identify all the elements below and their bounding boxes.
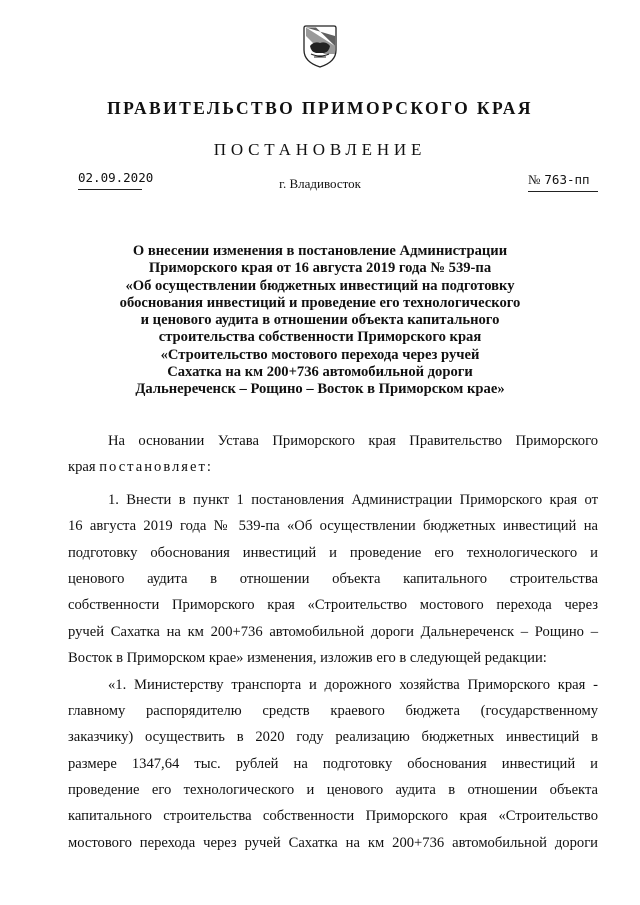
heading-line: Дальнереченск – Рощино – Восток в Приморском крае» [135, 381, 505, 398]
heading-line: «Об осуществлении бюджетных инвестиций на подготовку [125, 277, 515, 294]
heading-line: О внесении изменения в постановление Администрации [132, 243, 508, 259]
government-title: ПРАВИТЕЛЬСТВО ПРИМОРСКОГО КРАЯ [107, 98, 533, 118]
body-line: ручей Сахатка на км 200+736 автомобильной дороги Дальнереченск – Рощино – [68, 623, 598, 640]
heading-line: Сахатка на км 200+736 автомобильной дороги [167, 364, 473, 381]
body-line: собственности Приморского края «Строительство мостового перехода через [68, 597, 598, 614]
heading-line: строительства собственности Приморского края [158, 329, 482, 346]
decree-word: постановляет: [99, 459, 213, 476]
body-line: главному распорядителю средств краевого бюджета (государственному [68, 702, 598, 719]
body-line [68, 454, 598, 480]
heading-line: обоснования инвестиций и проведение его технологического [119, 294, 521, 311]
heading-line: «Строительство мостового перехода через ручей [160, 346, 480, 363]
body-line: заказчику) осуществить в 2020 году реализацию бюджетных инвестиций в [68, 729, 598, 746]
heading-line: и ценового аудита в отношении объекта капитального [140, 312, 500, 329]
document-heading [80, 243, 560, 399]
document-number [528, 172, 598, 192]
body-line: мостового перехода через ручей Сахатка на км 200+736 автомобильной дороги [68, 834, 598, 851]
body-line: 1. Внести в пункт 1 постановления Администрации Приморского края от [108, 491, 598, 508]
coat-of-arms-emblem [302, 24, 338, 68]
document-body [68, 428, 598, 856]
body-line: подготовку обоснования инвестиций и проведение его технологического и [68, 544, 598, 561]
body-line: ценового аудита в отношении объекта капитального строительства [68, 570, 598, 587]
body-line: 16 августа 2019 года № 539-па «Об осуществлении бюджетных инвестиций на [68, 518, 598, 535]
number-sign: № [528, 172, 541, 187]
heading-line: Приморского края от 16 августа 2019 года № 539-па [148, 260, 492, 277]
body-text: края [68, 459, 96, 476]
body-line: «1. Министерству транспорта и дорожного хозяйства Приморского края - [108, 676, 598, 693]
body-line: проведение его технологического и ценового аудита в отношении объекта [68, 782, 598, 799]
body-line: Восток в Приморском крае» изменения, изложив его в следующей редакции: [68, 650, 547, 667]
number-value: 763-пп [544, 172, 590, 187]
document-date: 02.09.2020 [78, 170, 142, 190]
body-line: На основании Устава Приморского края Правительство Приморского [108, 433, 598, 449]
document-type: ПОСТАНОВЛЕНИЕ [213, 140, 427, 159]
body-line: размере 1347,64 тыс. рублей на подготовку обоснования инвестиций и [68, 755, 598, 772]
body-line: капитального строительства собственности Приморского края «Строительство [68, 808, 598, 825]
document-city: г. Владивосток [279, 176, 361, 191]
